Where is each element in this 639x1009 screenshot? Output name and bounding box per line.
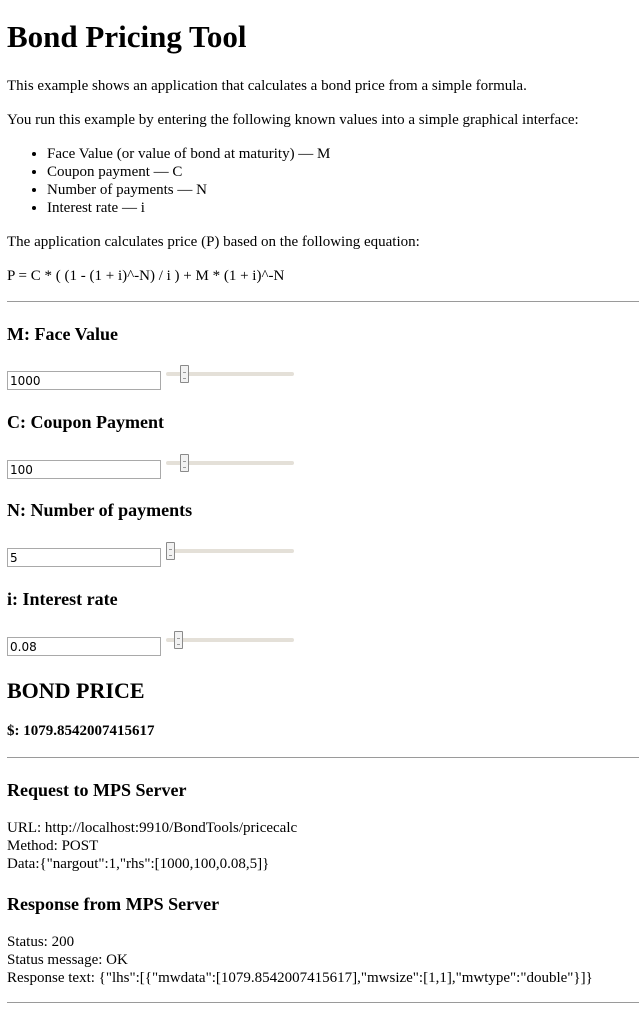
list-item: • Number of payments — N [47,181,330,199]
slider-track [166,638,294,642]
coupon-payment-slider[interactable] [166,454,294,472]
coupon-payment-input[interactable] [7,460,161,479]
intro-text: This example shows an application that calculates a bond price from a simple formula. [7,78,527,94]
slider-thumb[interactable] [180,454,189,472]
num-payments-input[interactable] [7,548,161,567]
equation-intro-text: The application calculates price (P) based on the following equation: [7,234,420,250]
list-item: • Face Value (or value of bond at maturity) — M [47,145,330,163]
face-value-slider[interactable] [166,365,294,383]
response-status: Status: 200 [7,934,75,950]
bond-price-value: $: 1079.8542007415617 [7,723,155,739]
slider-track [166,549,294,553]
interest-rate-heading: i: Interest rate [7,589,118,609]
divider [7,757,639,758]
slider-thumb[interactable] [174,631,183,649]
instructions-text: You run this example by entering the following known values into a simple graphical interface: [7,112,579,128]
equation-text: P = C * ( (1 - (1 + i)^-N) / i ) + M * (1 + i)^-N [7,268,285,284]
response-text: Response text: {"lhs":[{"mwdata":[1079.8542007415617],"mwsize":[1,1],"mwtype":"double"}]} [7,970,593,986]
slider-thumb[interactable] [166,542,175,560]
known-values-list [7,145,330,217]
num-payments-heading: N: Number of payments [7,500,193,520]
interest-rate-slider[interactable] [166,631,294,649]
request-method: Method: POST [7,838,99,854]
response-heading: Response from MPS Server [7,894,220,914]
list-item: • Interest rate — i [47,199,330,217]
face-value-heading: M: Face Value [7,324,118,344]
bond-price-heading: BOND PRICE [7,678,145,703]
request-data: Data:{"nargout":1,"rhs":[1000,100,0.08,5]} [7,856,270,872]
divider [7,1002,639,1003]
face-value-input[interactable] [7,371,161,390]
response-status-message: Status message: OK [7,952,128,968]
list-item: • Coupon payment — C [47,163,330,181]
request-url: URL: http://localhost:9910/BondTools/pricecalc [7,820,298,836]
divider [7,301,639,302]
page-title: Bond Pricing Tool [7,19,247,54]
interest-rate-input[interactable] [7,637,161,656]
num-payments-slider[interactable] [166,542,294,560]
slider-thumb[interactable] [180,365,189,383]
coupon-payment-heading: C: Coupon Payment [7,412,165,432]
request-heading: Request to MPS Server [7,780,187,800]
